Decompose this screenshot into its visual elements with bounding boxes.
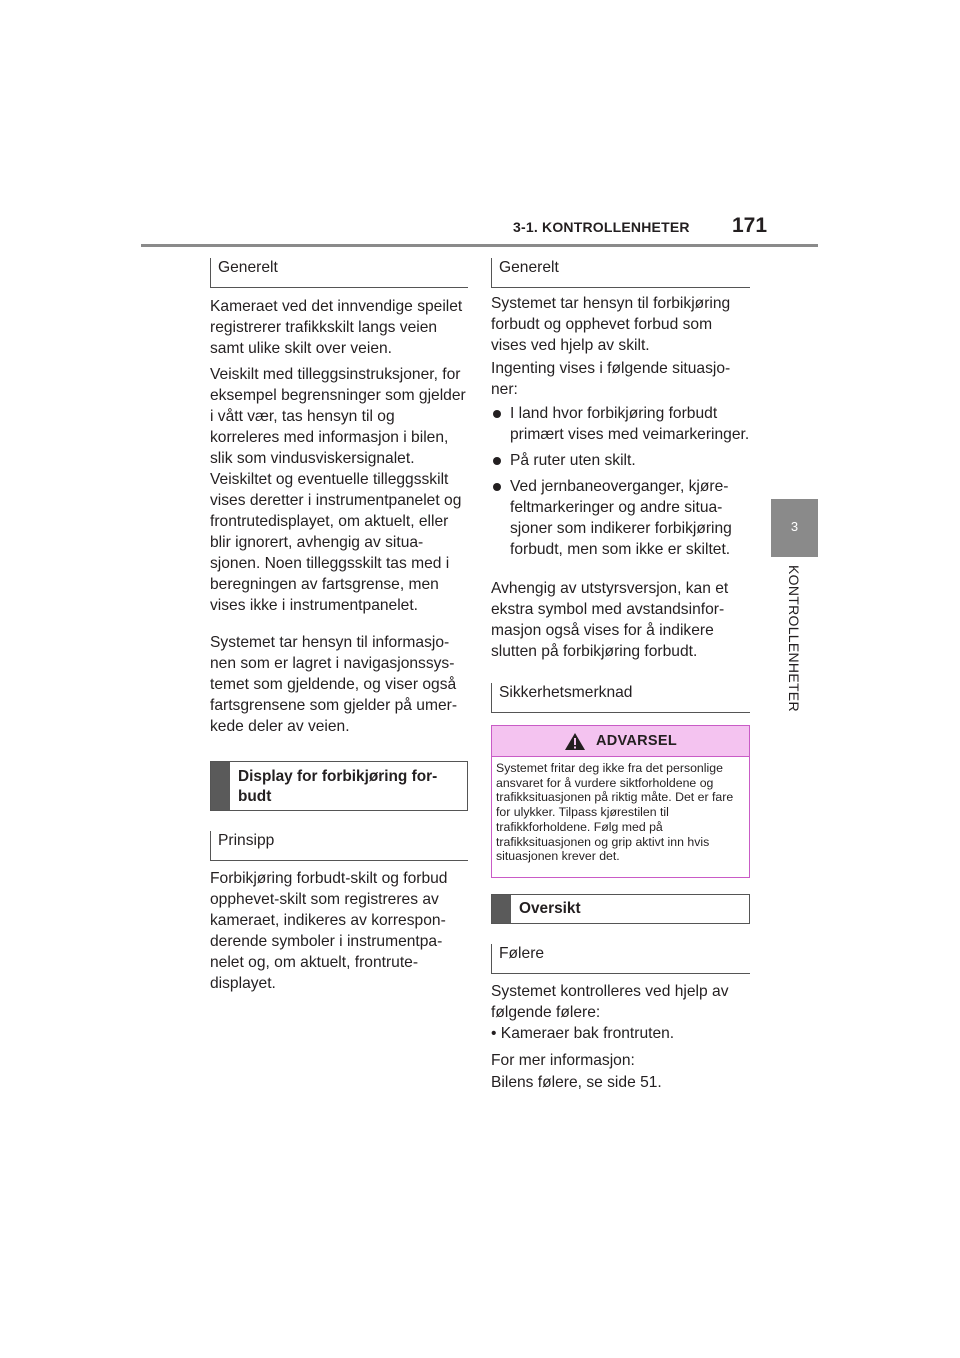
chapter-tab (771, 499, 818, 557)
right-subhead-sikkerhet-text: Sikkerhetsmerknad (499, 684, 633, 701)
chapter-side-label: KONTROLLENHETER (786, 565, 802, 712)
warning-header (492, 726, 749, 757)
bullet-icon (493, 410, 501, 418)
bullet-icon (493, 483, 501, 491)
right-paragraph-1: Systemet tar hensyn til forbikjøring forbudt og opphevet forbud som vises ved hjelp av skilt. (491, 295, 731, 354)
right-section-heading-text: Oversikt (519, 900, 581, 917)
list-item-text: Ved jernbaneoverganger, kjørefeltmarkeringer og andre situasjoner som indikerer forbikjøring forbudt, men som ikke er skiltet. (510, 478, 732, 558)
warning-box (491, 725, 750, 878)
section-marker (492, 895, 511, 923)
list-item (491, 450, 750, 471)
left-subhead-prinsipp (210, 831, 468, 861)
list-item (491, 403, 750, 445)
right-paragraph-2: Ingenting vises i følgende situasjoner: (491, 360, 731, 398)
left-subhead-generelt-text: Generelt (218, 259, 278, 276)
list-item-text: På ruter uten skilt. (510, 452, 636, 469)
bullet-icon (493, 457, 501, 465)
warning-title: ADVARSEL (595, 733, 678, 749)
left-subhead-prinsipp-text: Prinsipp (218, 832, 275, 849)
right-paragraph-5: For mer informasjon: (491, 1052, 635, 1069)
left-paragraph-4: Forbikjøring forbudt-skilt og forbud opphevet-skilt som registreres av kameraet, indikeres av korresponderende symboler i instrumentpanelet og, om aktuelt, frontrutedisplayet. (210, 870, 448, 992)
chapter-tab-number: 3 (790, 519, 799, 534)
list-item-text: I land hvor forbikjøring forbudt primært vises med veimarkeringer. (510, 405, 750, 443)
warning-text: Systemet fritar deg ikke fra det personlige ansvaret for å vurdere siktforholdene og trafikksituasjonen på riktig måte. Det er fare for ulykker. Tilpass kjørestilen til trafikkforholdene. Følg med på trafikksituasjonen og grip aktivt inn hvis situasjonen krever det. (496, 761, 734, 864)
right-subhead-generelt-text: Generelt (499, 259, 559, 276)
page-number: 171 (732, 214, 768, 237)
right-subhead-folere-text: Følere (499, 945, 545, 962)
right-subhead-folere (491, 944, 750, 974)
left-subhead-generelt (210, 258, 468, 288)
right-subhead-sikkerhet (491, 683, 750, 713)
left-paragraph-1: Kameraet ved det innvendige speilet registrerer trafikkskilt langs veien samt ulike skilt over veien. (210, 298, 463, 357)
right-bullet-list (491, 403, 750, 565)
list-item (491, 476, 750, 560)
right-paragraph-4: Systemet kontrolleres ved hjelp av følgende følere: (491, 983, 729, 1021)
running-header-section: 3-1. KONTROLLENHETER (513, 219, 690, 235)
left-paragraph-3: Systemet tar hensyn til informasjonen som er lagret i navigasjonssystemet som gjeldende, og viser også fartsgrensene som gjelder på umerkede deler av veien. (210, 634, 458, 735)
right-paragraph-6: Bilens følere, se side 51. (491, 1074, 662, 1091)
right-subhead-generelt (491, 258, 750, 288)
left-section-heading (210, 761, 468, 811)
section-marker (211, 762, 230, 810)
header-divider (141, 244, 818, 247)
right-paragraph-3: Avhengig av utstyrsversjon, kan et ekstra symbol med avstandsinformasjon også vises for å indikere slutten på forbikjøring forbudt. (491, 580, 729, 660)
warning-triangle-icon (564, 732, 586, 751)
left-paragraph-2: Veiskilt med tilleggsinstruksjoner, for eksempel begrensninger som gjelder i vått vær, tas hensyn til og korreleres med informasjon i bilen, slik som vindusviskersignalet. Veiskiltet og eventuelle tilleggsskilt vises deretter i instrumentpanelet og frontrutedisplayet, om aktuelt, eller blir ignorert, avhengig av situasjonen. Noen tilleggsskilt tas med i beregningen av fartsgrense, men vises ikke i instrumentpanelet. (210, 366, 466, 614)
left-section-heading-text: Display for forbikjøring forbudt (238, 768, 438, 805)
right-section-heading (491, 894, 750, 924)
right-dash-item: • Kameraer bak frontruten. (491, 1025, 675, 1042)
